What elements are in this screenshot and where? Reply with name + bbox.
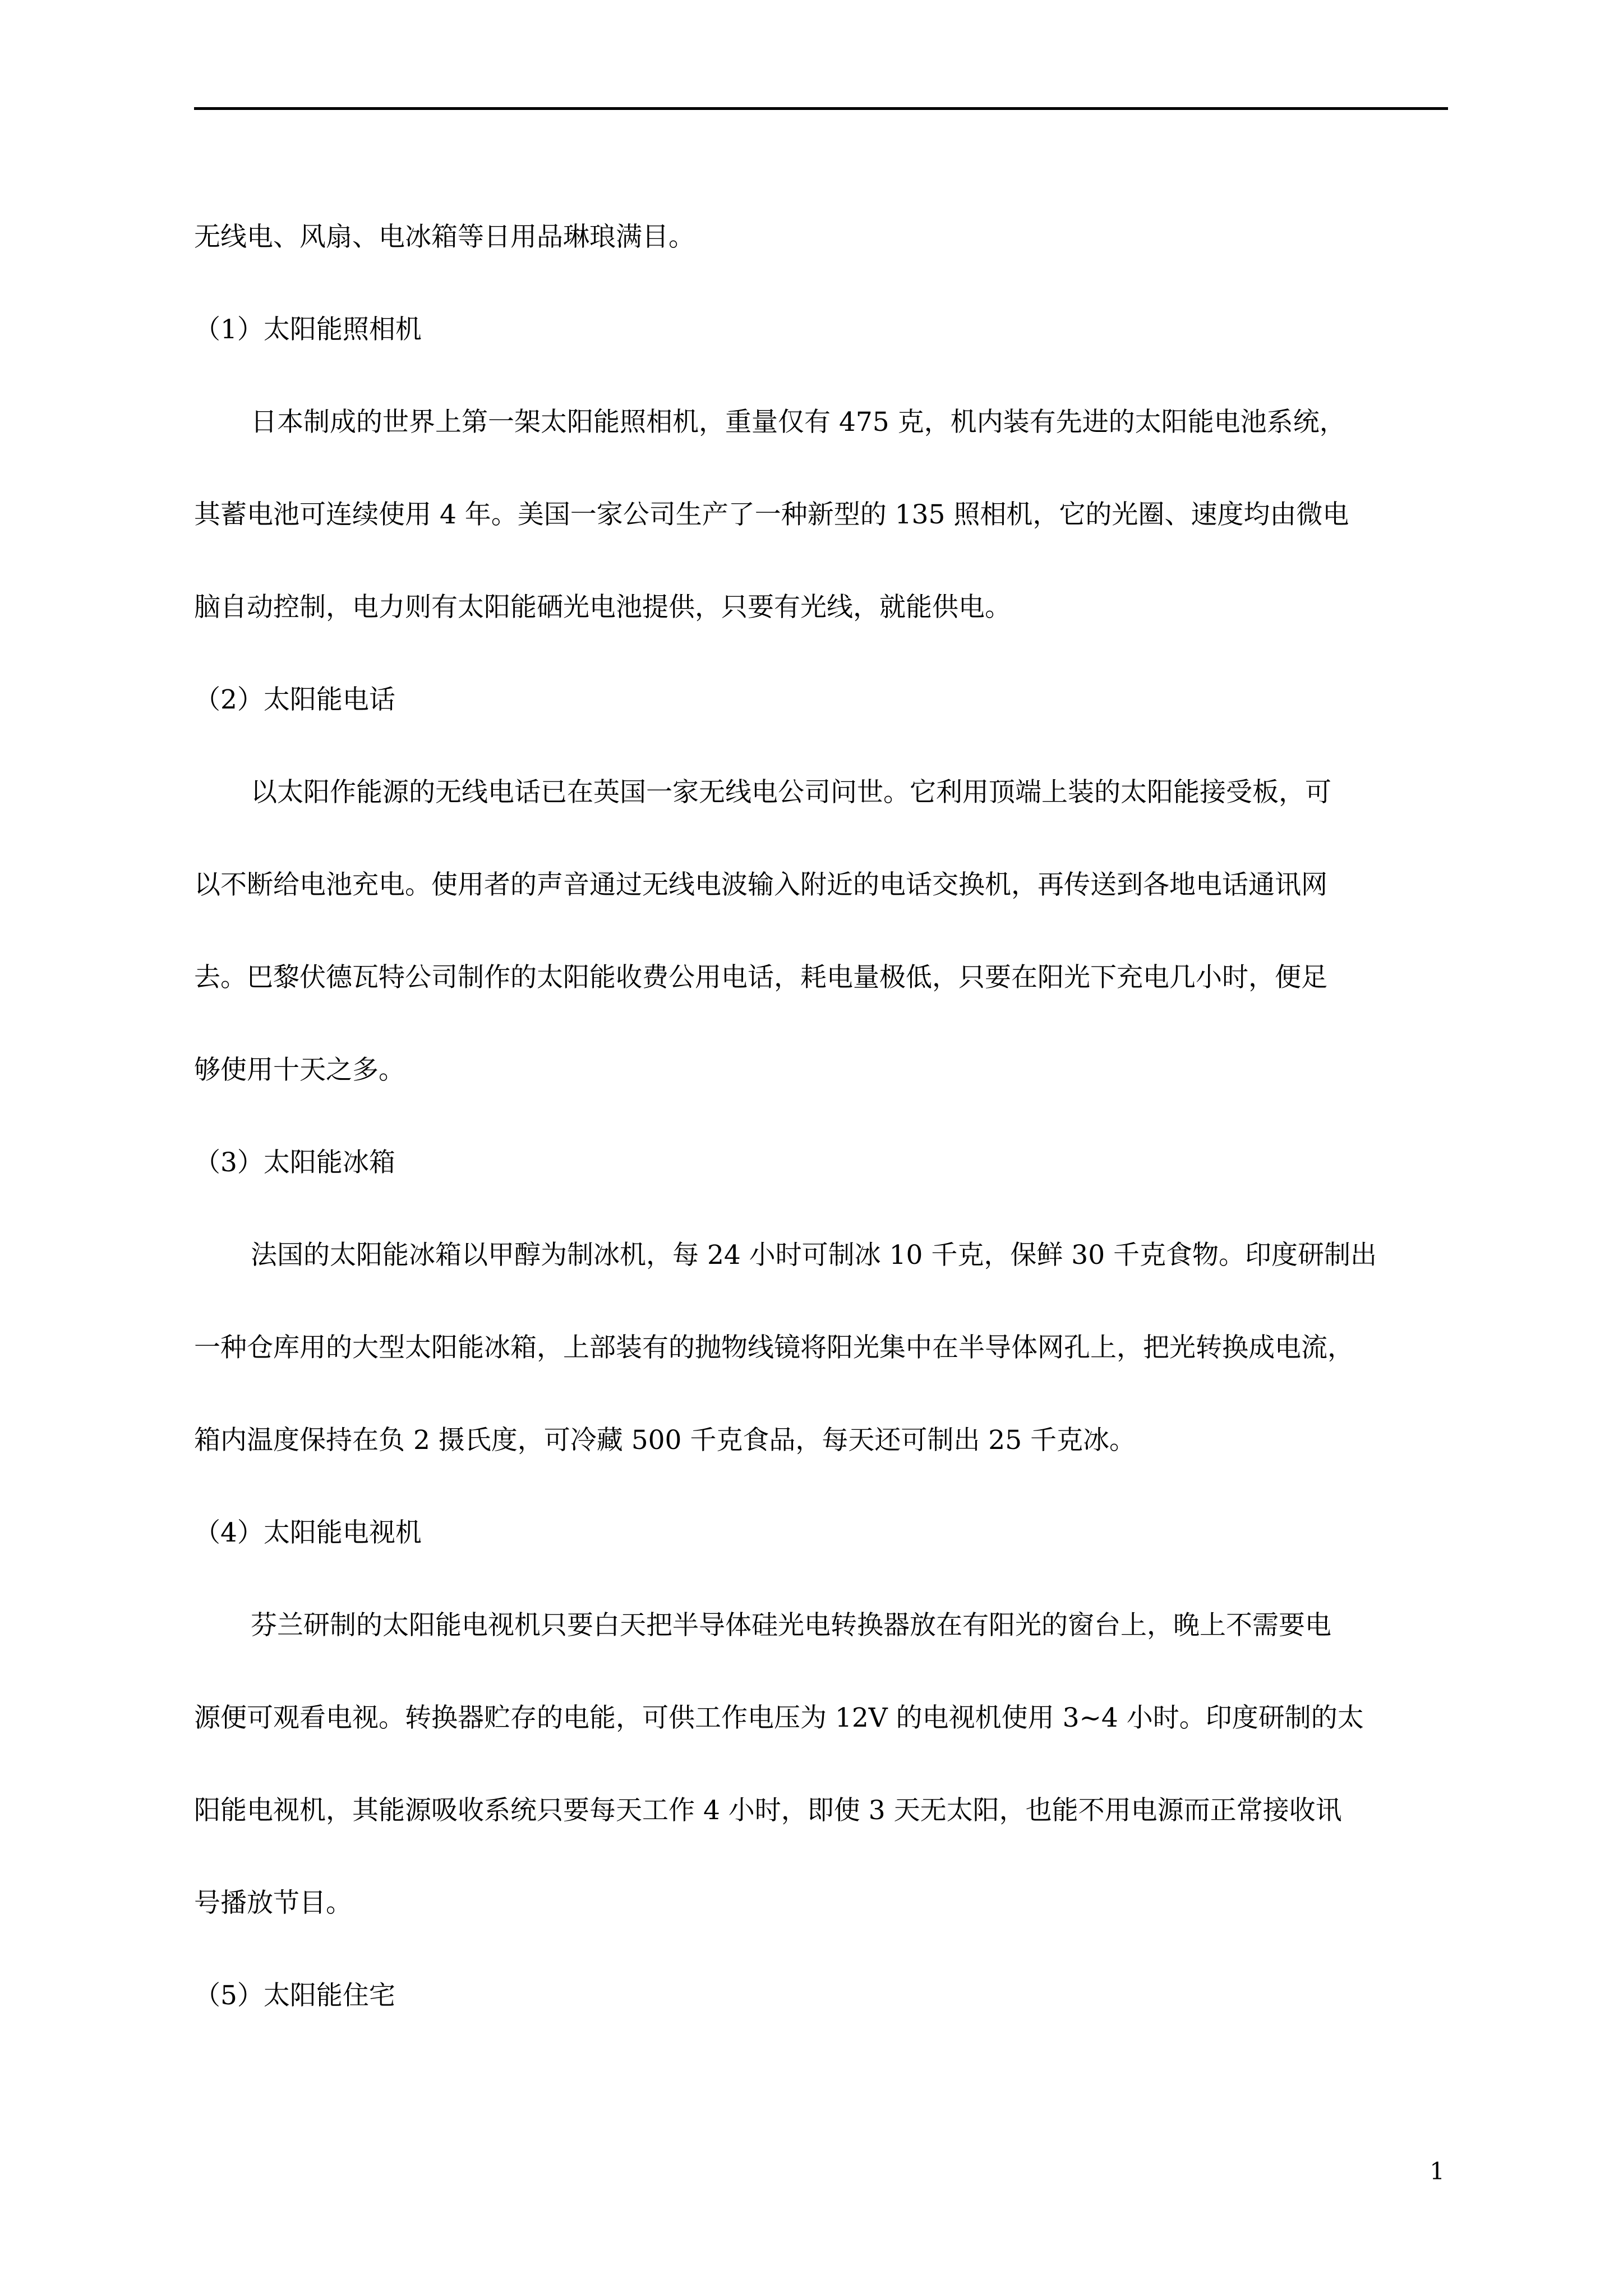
paragraph-line: 阳能电视机，其能源吸收系统只要每天工作 4 小时，即使 3 天无太阳，也能不用电源而正常接收讯 — [194, 1795, 1342, 1826]
paragraph-line: 芬兰研制的太阳能电视机只要白天把半导体硅光电转换器放在有阳光的窗台上，晚上不需要电 — [251, 1610, 1331, 1641]
section-heading-solar-house: （5）太阳能住宅 — [194, 1980, 395, 2011]
paragraph-line: 去。巴黎伏德瓦特公司制作的太阳能收费公用电话，耗电量极低，只要在阳光下充电几小时，便足 — [194, 962, 1327, 993]
document-body — [194, 191, 1448, 2042]
section-heading-solar-phone: （2）太阳能电话 — [194, 684, 395, 715]
header-rule — [194, 107, 1448, 110]
section-heading-solar-camera: （1）太阳能照相机 — [194, 314, 422, 345]
section-heading-solar-tv: （4）太阳能电视机 — [194, 1517, 422, 1548]
paragraph-line: 日本制成的世界上第一架太阳能照相机，重量仅有 475 克，机内装有先进的太阳能电池系统， — [251, 407, 1346, 438]
paragraph-line: 其蓄电池可连续使用 4 年。美国一家公司生产了一种新型的 135 照相机，它的光圈、速度均由微电 — [194, 499, 1349, 530]
paragraph-line: 脑自动控制，电力则有太阳能硒光电池提供，只要有光线，就能供电。 — [194, 592, 1011, 623]
paragraph-line: 源便可观看电视。转换器贮存的电能，可供工作电压为 12V 的电视机使用 3~4 小时。印度研制的太 — [194, 1703, 1364, 1733]
paragraph-line: 号播放节目。 — [194, 1888, 352, 1918]
paragraph-line: 够使用十天之多。 — [194, 1055, 405, 1085]
paragraph-line: 无线电、风扇、电冰箱等日用品琳琅满目。 — [194, 222, 695, 252]
section-heading-solar-fridge: （3）太阳能冰箱 — [194, 1147, 395, 1178]
paragraph-line: 以不断给电池充电。使用者的声音通过无线电波输入附近的电话交换机，再传送到各地电话通讯网 — [194, 869, 1327, 900]
paragraph-line: 箱内温度保持在负 2 摄氏度，可冷藏 500 千克食品，每天还可制出 25 千克冰。 — [194, 1425, 1136, 1456]
paragraph-line: 一种仓库用的大型太阳能冰箱，上部装有的抛物线镜将阳光集中在半导体网孔上，把光转换成电流， — [194, 1332, 1354, 1363]
paragraph-line: 以太阳作能源的无线电话已在英国一家无线电公司问世。它利用顶端上装的太阳能接受板，可 — [251, 777, 1331, 808]
page-number: 1 — [1430, 2157, 1445, 2185]
paragraph-line: 法国的太阳能冰箱以甲醇为制冰机，每 24 小时可制冰 10 千克，保鲜 30 千克食物。印度研制出 — [251, 1240, 1377, 1271]
